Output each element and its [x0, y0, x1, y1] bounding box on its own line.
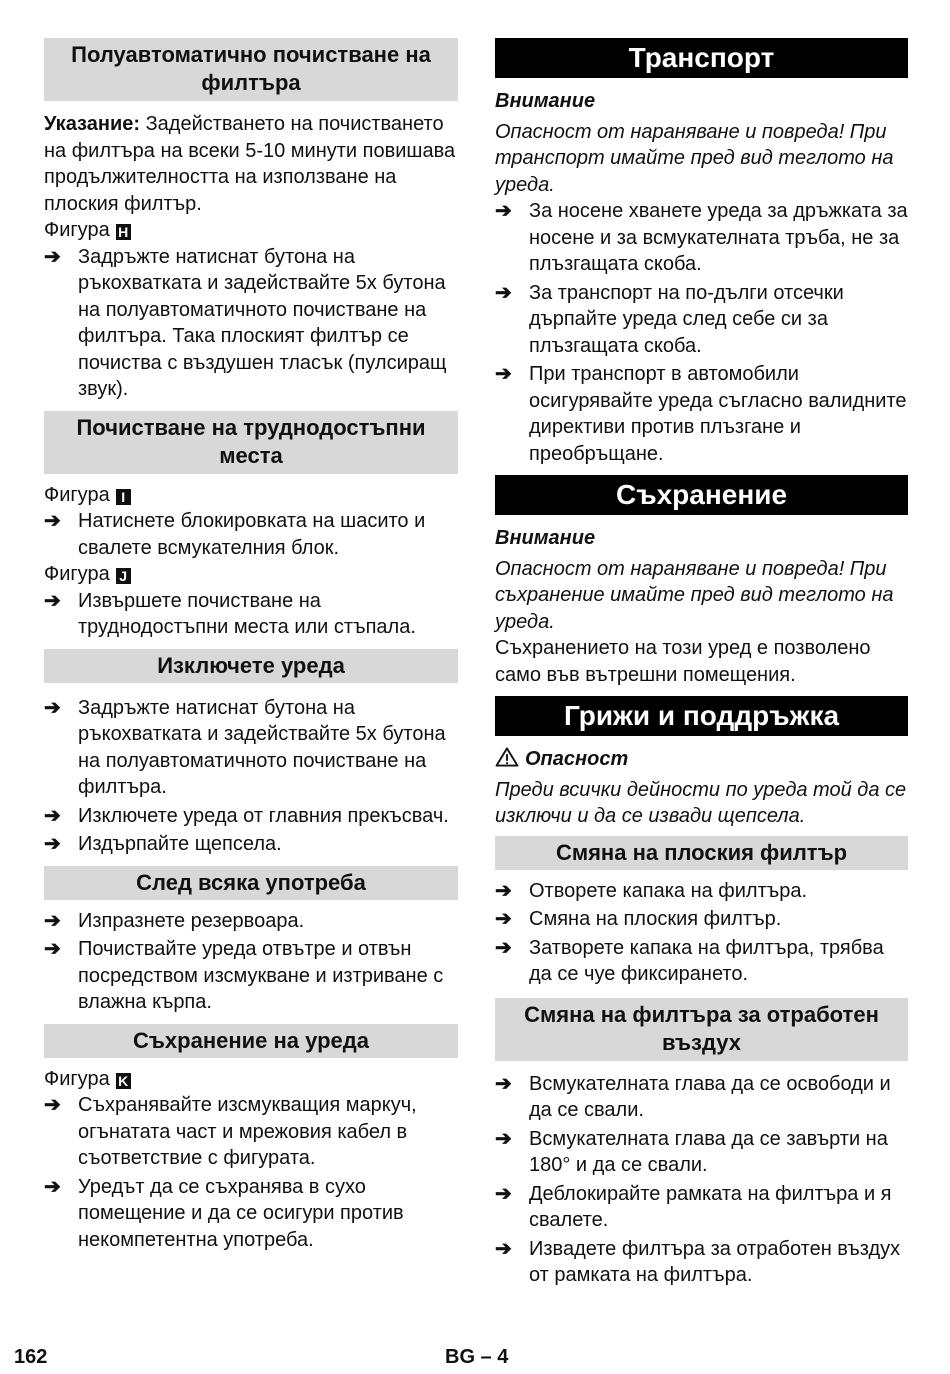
caution-text: Опасност от нараняване и повреда! При съхранение имайте пред вид теглото на уреда.: [495, 557, 894, 633]
note-paragraph: [44, 111, 458, 217]
step-text: Извадете филтъра за отработен въздух от рамката на филтъра.: [529, 1237, 901, 1286]
step-text: Задръжте натиснат бутона на ръкохватката и задействайте 5x бутона на полуавтоматичното почистване на филтъра. Така плоският филтър се почиства с въздушен тласък (пулсиращ звук).: [78, 245, 447, 400]
section-title-storage: Съхранение: [495, 475, 908, 515]
step-text: Извършете почистване на труднодостъпни места или стъпала.: [78, 589, 416, 638]
step-item: [495, 1236, 908, 1289]
step-item: [44, 588, 458, 641]
figure-label: Фигура: [44, 1067, 110, 1090]
section-title-replace-exhaust-filter: Смяна на филтъра за отработен въздух: [495, 998, 908, 1061]
arrow-right-icon: ➔: [44, 245, 61, 268]
section-title-hard-to-reach-cleaning: Почистване на труднодостъпни места: [44, 411, 458, 474]
figure-ref-i: [44, 482, 458, 509]
section-title-transport: Транспорт: [495, 38, 908, 78]
caution-heading: Внимание: [495, 527, 596, 549]
arrow-right-icon: ➔: [495, 200, 512, 222]
step-text: Изпразнете резервоара.: [78, 909, 305, 932]
arrow-right-icon: ➔: [44, 938, 61, 960]
step-text: Уредът да се съхранява в сухо помещение и да се осигури против некомпетентна употреба.: [78, 1175, 404, 1251]
step-item: [495, 1126, 908, 1179]
section-title-semiauto-filter-cleaning: Полуавтоматично почистване на филтъра: [44, 38, 458, 101]
danger-text: Преди всички дейности по уреда той да се изключи и да се извади щепсела.: [495, 778, 907, 827]
step-text: Изключете уреда от главния прекъсвач.: [78, 804, 449, 827]
step-text: Почиствайте уреда отвътре и отвън посредством изсмукване и изтриване с влажна кърпа.: [78, 938, 444, 1013]
section-title-replace-flat-filter: Смяна на плоския филтър: [495, 836, 908, 870]
arrow-right-icon: ➔: [495, 879, 512, 902]
arrow-right-icon: ➔: [44, 833, 61, 855]
step-text: Задръжте натиснат бутона на ръкохватката и задействайте 5x бутона на полуавтоматичното почистване на филтъра.: [78, 696, 446, 798]
step-text: Издърпайте щепсела.: [78, 833, 282, 855]
step-item: [495, 878, 908, 905]
danger-label: Опасност: [525, 748, 629, 770]
section-title-care-maintenance: Грижи и поддръжка: [495, 696, 908, 736]
figure-ref-h: [44, 217, 458, 244]
step-item: [495, 1181, 908, 1234]
arrow-right-icon: ➔: [44, 909, 61, 932]
storage-text: Съхранението на този уред е позволено само във вътрешни помещения.: [495, 637, 871, 686]
step-text: Затворете капака на филтъра, трябва да се чуе фиксирането.: [529, 936, 884, 985]
step-text: Всмукателната глава да се освободи и да се свали.: [529, 1072, 891, 1121]
step-item: [44, 695, 458, 801]
arrow-right-icon: ➔: [44, 589, 61, 612]
section-title-after-each-use: След всяка употреба: [44, 866, 458, 900]
step-item: [495, 361, 908, 467]
step-item: [44, 831, 458, 858]
note-text: Задействането на почистването на филтъра на всеки 5-10 минути повишава продължителността на използване на плоския филтър.: [44, 113, 456, 215]
figure-label: Фигура: [44, 219, 110, 241]
arrow-right-icon: ➔: [44, 510, 61, 532]
step-item: [495, 1071, 908, 1124]
section-title-switch-off: Изключете уреда: [44, 649, 458, 683]
step-item: [44, 244, 458, 403]
caution-heading: Внимание: [495, 90, 596, 112]
step-item: [495, 198, 908, 278]
step-text: При транспорт в автомобили осигурявайте уреда съгласно валидните директиви против плъзгане и преобръщане.: [529, 363, 907, 465]
step-item: [495, 280, 908, 360]
arrow-right-icon: ➔: [495, 363, 512, 385]
step-item: [495, 935, 908, 988]
figure-letter-j: J: [116, 568, 131, 584]
footer-section-label: BG – 4: [445, 1346, 509, 1368]
step-item: [44, 936, 458, 1016]
arrow-right-icon: ➔: [495, 1127, 512, 1150]
section-title-storage-of-device: Съхранение на уреда: [44, 1024, 458, 1058]
figure-ref-j: [44, 561, 458, 588]
step-item: [44, 803, 458, 830]
step-text: Натиснете блокировката на шасито и свалете всмукателния блок.: [78, 510, 426, 559]
figure-letter-k: K: [116, 1073, 131, 1089]
caution-text: Опасност от нараняване и повреда! При транспорт имайте пред вид теглото на уреда.: [495, 120, 894, 196]
step-item: [44, 1174, 458, 1254]
arrow-right-icon: ➔: [44, 1094, 61, 1116]
step-item: [44, 508, 458, 561]
arrow-right-icon: ➔: [44, 696, 61, 719]
page-number: 162: [14, 1346, 48, 1368]
step-text: Съхранявайте изсмукващия маркуч, огънатата част и мрежовия кабел в съответствие с фигурата.: [78, 1094, 417, 1169]
arrow-right-icon: ➔: [495, 281, 512, 304]
left-column: [44, 38, 458, 1253]
right-column: [495, 38, 908, 1289]
figure-letter-i: I: [116, 489, 131, 505]
figure-label: Фигура: [44, 483, 110, 506]
arrow-right-icon: ➔: [495, 1182, 512, 1205]
figure-letter-h: H: [116, 224, 131, 240]
danger-heading: [495, 746, 908, 773]
arrow-right-icon: ➔: [44, 804, 61, 827]
step-text: Смяна на плоския филтър.: [529, 908, 782, 930]
step-text: За транспорт на по-дълги отсечки дърпайте уреда след себе си за плъзгащата скоба.: [529, 281, 844, 357]
step-text: За носене хванете уреда за дръжката за носене и за всмукателната тръба, не за плъзгащата скоба.: [529, 200, 908, 275]
figure-label: Фигура: [44, 563, 110, 585]
arrow-right-icon: ➔: [44, 1175, 61, 1198]
note-label: Указание:: [44, 113, 141, 135]
step-item: [44, 908, 458, 935]
warning-triangle-icon: [495, 747, 519, 767]
step-item: [495, 906, 908, 933]
arrow-right-icon: ➔: [495, 1237, 512, 1260]
figure-ref-k: [44, 1066, 458, 1093]
arrow-right-icon: ➔: [495, 908, 512, 930]
arrow-right-icon: ➔: [495, 1072, 512, 1095]
step-item: [44, 1092, 458, 1172]
arrow-right-icon: ➔: [495, 936, 512, 959]
step-text: Отворете капака на филтъра.: [529, 879, 808, 902]
step-text: Всмукателната глава да се завърти на 180° и да се свали.: [529, 1127, 888, 1176]
step-text: Деблокирайте рамката на филтъра и я свалете.: [529, 1182, 892, 1231]
